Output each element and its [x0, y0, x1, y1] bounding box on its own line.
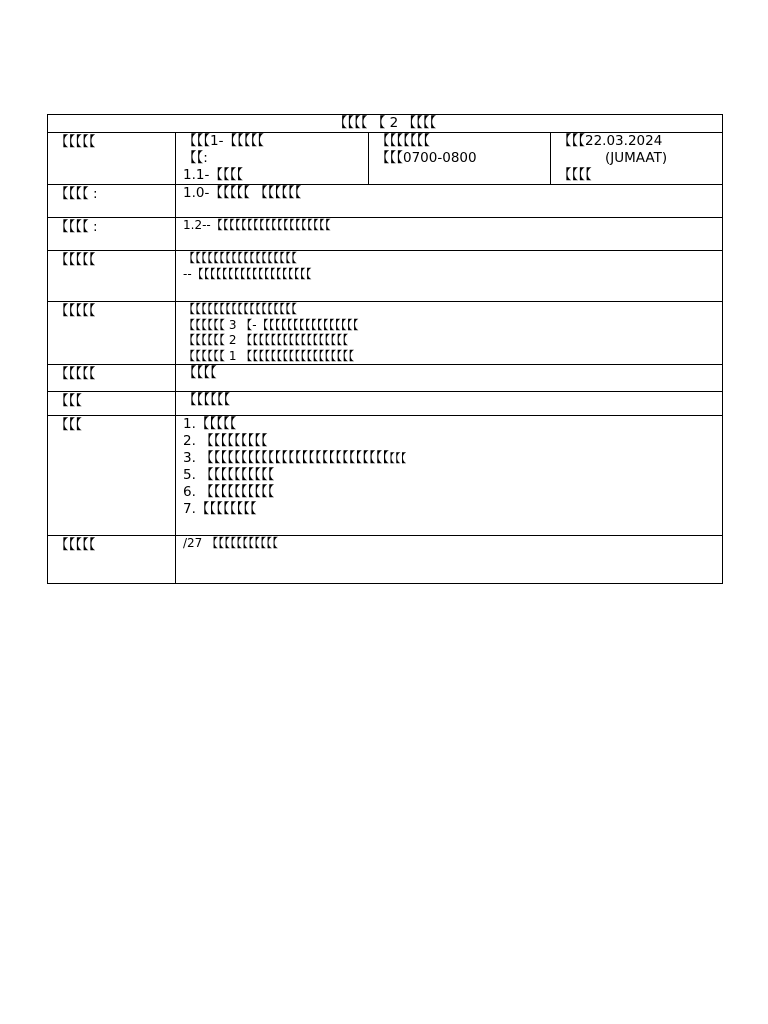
info-line: 1.1-【【【【 — [183, 167, 244, 183]
content-line: 5. 【【【【【【【【【【 — [183, 467, 275, 483]
content-line: 【【【【【【【【【【【【【【【【【【 — [183, 302, 298, 316]
info-line: (JUMAAT) — [605, 150, 668, 166]
row-content — [176, 416, 723, 536]
row-content — [176, 218, 723, 251]
table-title-row — [48, 115, 723, 133]
row-label: 【【【【【 — [48, 536, 176, 584]
content-line: 【【【【【【 2 【【【【【【【【【【【【【【【【【 — [183, 333, 349, 347]
content-line: 6. 【【【【【【【【【【 — [183, 484, 275, 500]
table-row — [48, 218, 723, 251]
title-text: 【【【【 【 2 【【【【 — [333, 115, 437, 131]
content-line: 1.0-【【【【【 【【【【【【 — [183, 185, 302, 201]
content-line: 1.2--【【【【【【【【【【【【【【【【【【【 — [183, 218, 331, 232]
content-line: 3. 【【【【【【【【【【【【【【【【【【【【【【【【【【【【【【 — [183, 450, 407, 466]
table-row — [48, 416, 723, 536]
content-line: 【【【【【【 3 【-【【【【【【【【【【【【【【【【 — [183, 317, 359, 332]
info-line: 【【【【 — [558, 167, 592, 183]
table-row — [48, 392, 723, 416]
lesson-plan-table — [47, 114, 723, 584]
content-line: 【【【【 — [183, 365, 217, 381]
info-cell-time — [369, 133, 551, 185]
info-line: 【【【0700-0800 — [376, 150, 477, 166]
row-label: 【【【【【 — [48, 251, 176, 302]
info-line: 【【【【【【【 — [376, 133, 430, 149]
info-line: 【【【1-【【【【【 — [183, 133, 264, 149]
info-row — [48, 133, 723, 185]
content-line: 2. 【【【【【【【【【 — [183, 433, 268, 449]
content-line: 【【【【【【【【【【【【【【【【【【 — [183, 251, 298, 265]
content-line: /27 【【【【【【【【【【【 — [183, 536, 279, 550]
content-line: 7.【【【【【【【【 — [183, 501, 257, 517]
content-line: 【【【【【【 1 【【【【【【【【【【【【【【【【【【 — [183, 348, 355, 363]
table-row — [48, 365, 723, 392]
content-line: 【【【【【【 — [183, 392, 231, 408]
info-cell-subject — [176, 133, 369, 185]
info-line: 【【【22.03.2024 — [558, 133, 663, 149]
info-cell-date — [551, 133, 723, 185]
page-title — [48, 115, 723, 133]
row-content — [176, 365, 723, 392]
table-row — [48, 302, 723, 365]
table-row — [48, 536, 723, 584]
info-row-label: 【【【【【 — [48, 133, 176, 185]
row-content — [176, 392, 723, 416]
row-label: 【【【 — [48, 392, 176, 416]
row-content — [176, 302, 723, 365]
row-content — [176, 185, 723, 218]
row-content — [176, 251, 723, 302]
info-line: 【【: — [183, 150, 208, 166]
row-content — [176, 536, 723, 584]
row-label: 【【【 — [48, 416, 176, 536]
content-line: --【【【【【【【【【【【【【【【【【【【 — [183, 266, 312, 281]
row-label: 【【【【【 — [48, 365, 176, 392]
row-label: 【【【【 : — [48, 185, 176, 218]
row-label: 【【【【 : — [48, 218, 176, 251]
content-line: 1.【【【【【 — [183, 416, 237, 432]
table-row — [48, 185, 723, 218]
table-row — [48, 251, 723, 302]
row-label: 【【【【【 — [48, 302, 176, 365]
